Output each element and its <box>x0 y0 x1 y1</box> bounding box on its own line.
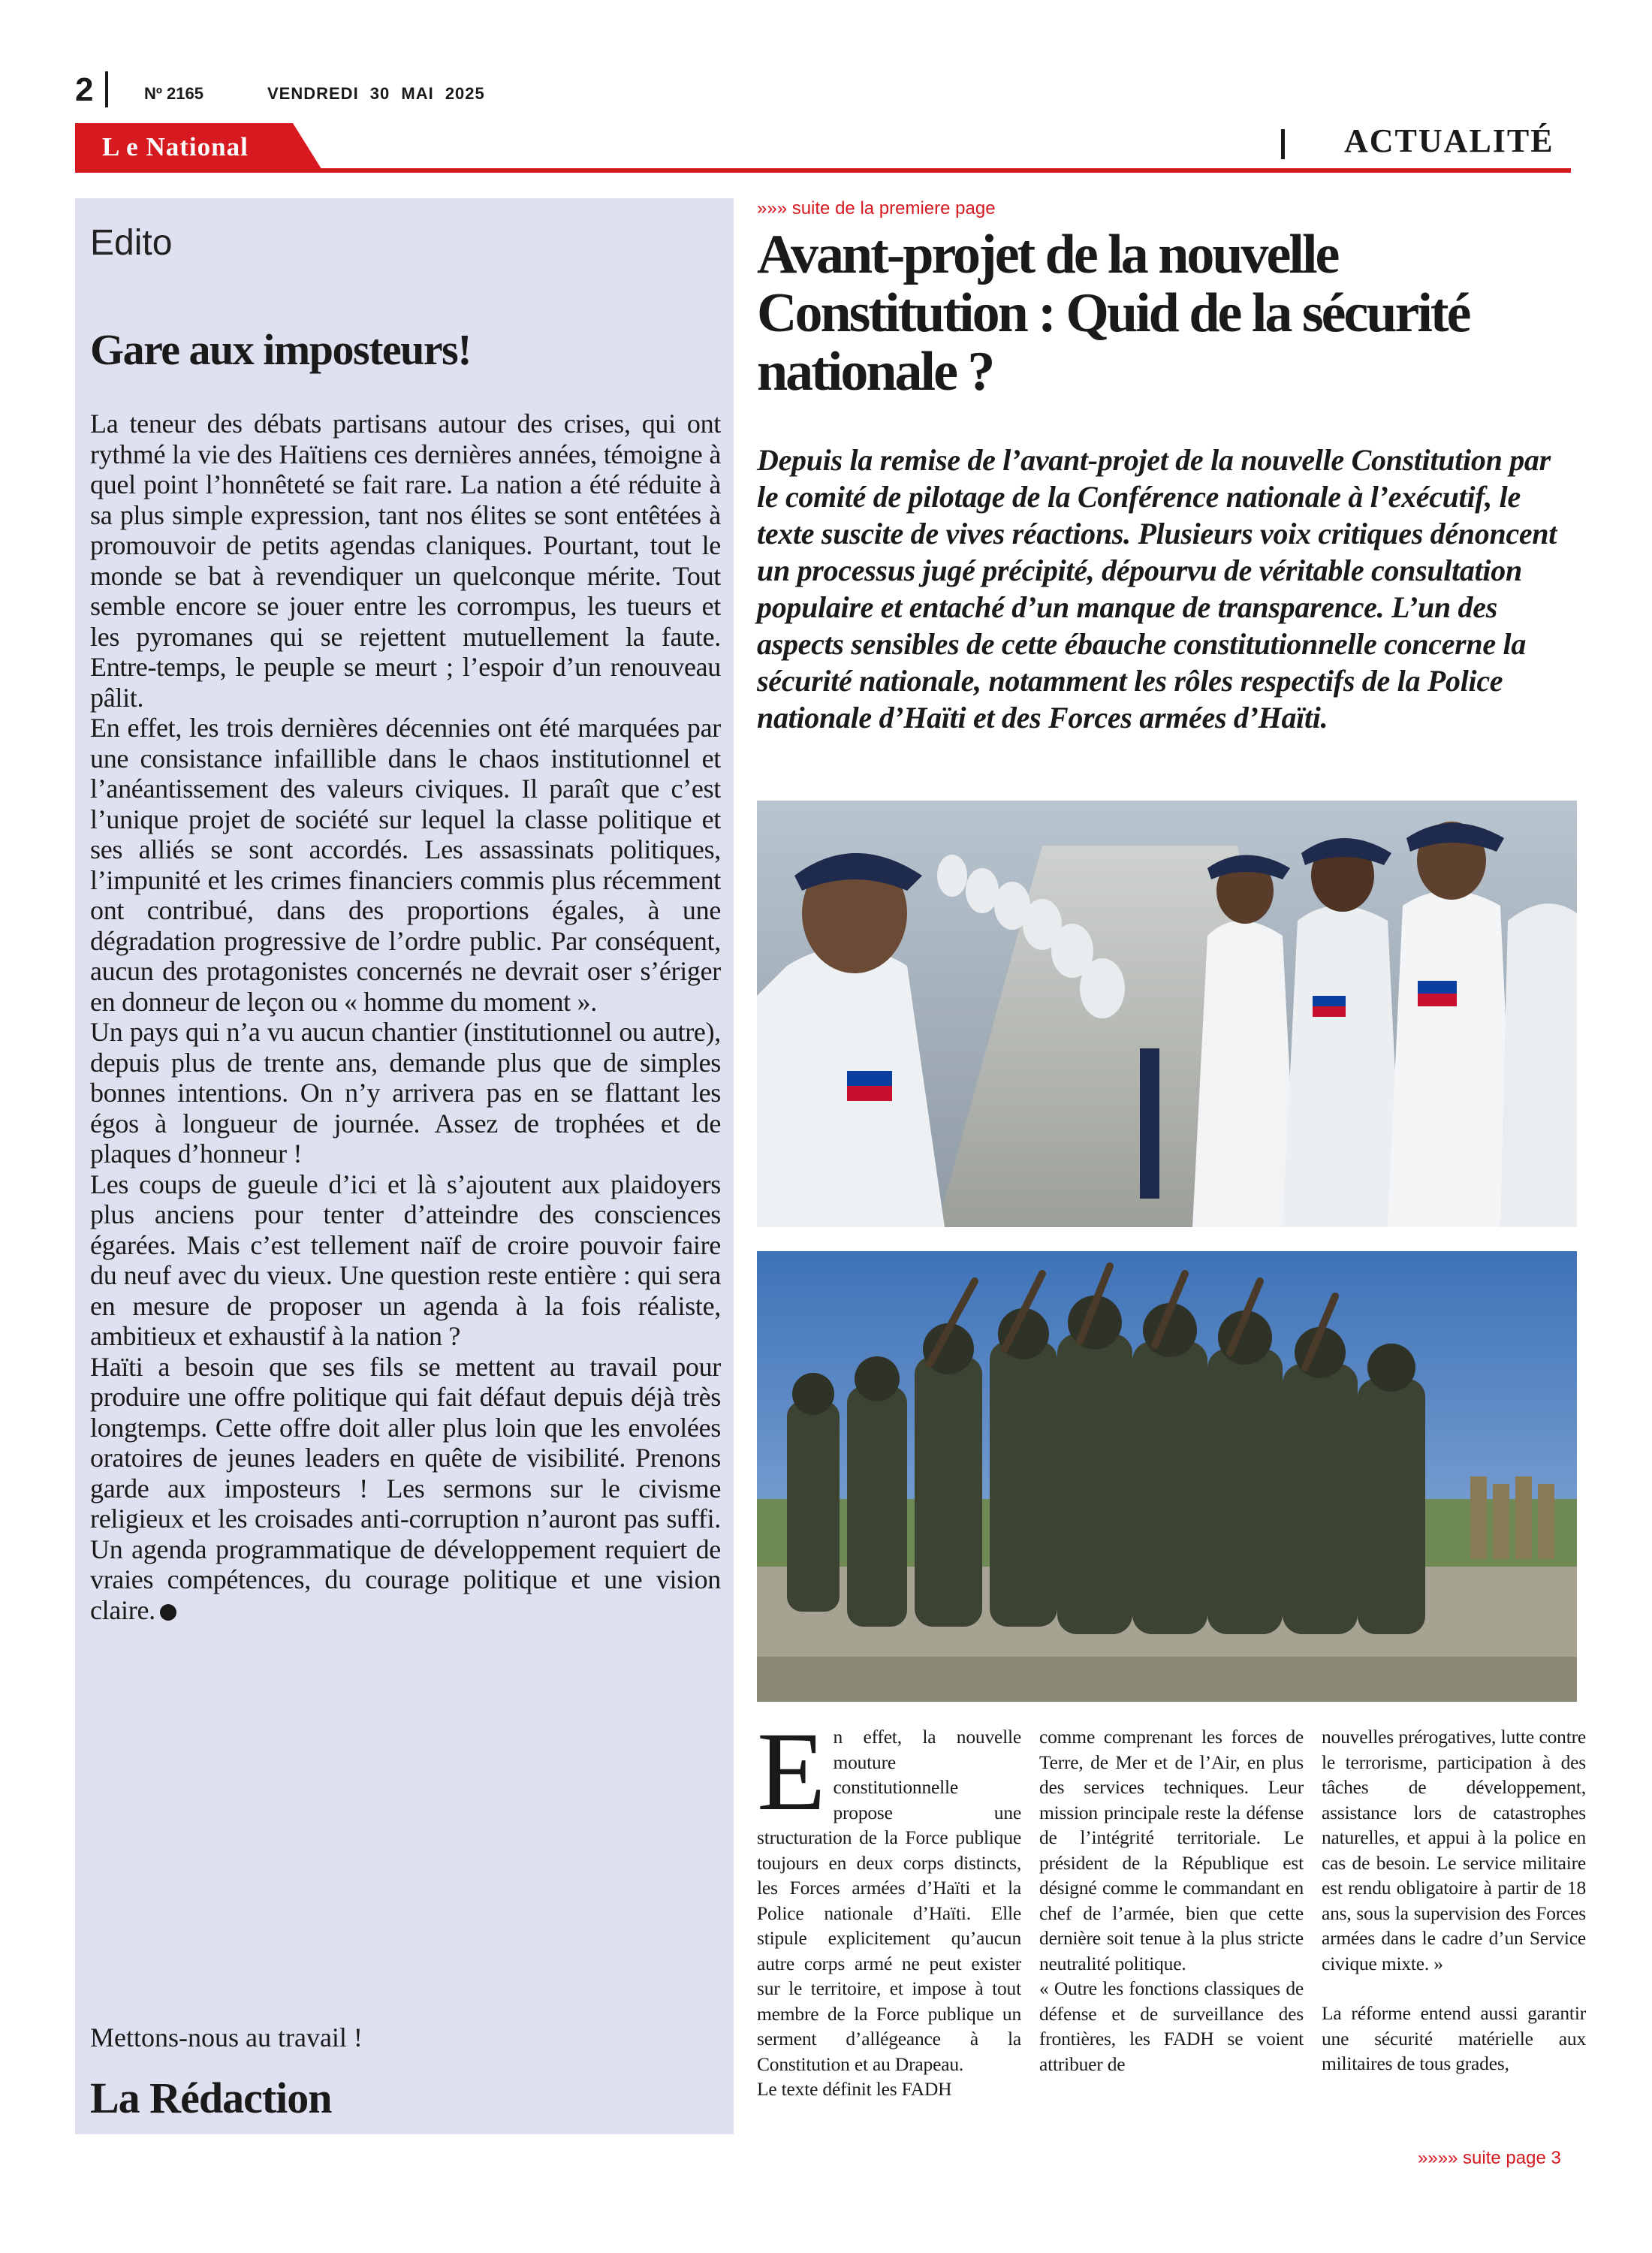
article-column-2 <box>1039 1724 1304 2077</box>
article-lead: Depuis la remise de l’avant-projet de la nouvelle Constitution par le comité de pilotage de la Conférence nationale à l’exécutif, le texte suscite de vives réactions. Plusieurs voix critiques dénoncent un processus jugé précipité, dépourvu de véritable consultation populaire et entaché d’un manque de transparence. L’un des aspects sensibles de cette ébauche constitutionnelle concerne la sécurité nationale, notamment les rôles respectifs de la Police nationale d’Haïti et des Forces armées d’Haïti. <box>757 443 1557 734</box>
article-paragraph: n effet, la nouvelle mouture constitutionnelle propose une structuration de la Force publique toujours en deux corps distincts, les Forces armées d’Haïti et la Police nationale d’Haïti. Elle stipule explicitement qu’aucun autre corps armé ne peut exister sur le territoire, et impose à tout membre de la Force publique un serment d’allégeance à la Constitution et au Drapeau. <box>757 1726 1021 2075</box>
issue-date: VENDREDI 30 MAI 2025 <box>267 84 485 103</box>
section-name: ACTUALITÉ <box>1344 122 1554 159</box>
issue-number: Nº 2165 <box>144 84 203 103</box>
edito-paragraph: La teneur des débats partisans autour des crises, qui ont rythmé la vie des Haïtiens ces dernières années, témoigne à quel point l’honnêteté se fait rare. La nation a été réduite à sa plus simple expression, tant nos élites se sont entêtées à promouvoir de petits agendas claniques. Pourtant, tout le monde se bat à revendiquer un quelconque mérite. Tout semble encore se jouer entre les corrompus, les tueurs et les pyromanes qui se rejettent mutuellement la faute. Entre-temps, le peuple se meurt ; l’espoir d’un renouveau pâlit. <box>90 409 721 713</box>
edito-paragraph: Haïti a besoin que ses fils se mettent au travail pour produire une offre politique qui fait défaut depuis déjà très longtemps. Cette offre doit aller plus loin que les envolées oratoires de jeunes leaders en quête de visibilité. Prenons garde aux imposteurs ! Les sermons sur le civisme religieux et les croisades anti-corruption n’auront pas suffi. Un agenda programmatique de développement requiert de vraies compétences, du courage politique et une vision claire. <box>90 1351 721 1625</box>
brand-name: L e National <box>102 132 249 161</box>
edito-label: Edito <box>90 223 173 263</box>
drop-cap: E <box>757 1709 826 1834</box>
article-paragraph: nouvelles prérogatives, lutte contre le terrorisme, participation à des tâches de développement, assistance lors de catastrophes naturelles, et appui à la police en cas de besoin. Le service militaire est rendu obligatoire à partir de 18 ans, sous la supervision des Forces armées dans le cadre d’un Service civique mixte. » <box>1322 1726 1586 1974</box>
page-number: 2 <box>75 71 94 108</box>
article-paragraph: comme comprenant les forces de Terre, de Mer et de l’Air, en plus des services techniques. Leur mission principale reste la défense de l’intégrité territoriale. Le président de la République est désigné comme le commandant en chef de l’armée, bien que cette dernière soit tenue à la plus stricte neutralité politique. <box>1039 1726 1304 1974</box>
edito-signature: La Rédaction <box>90 2074 332 2122</box>
header-rule <box>75 168 1571 173</box>
edito-closing: Mettons-nous au travail ! <box>90 2022 363 2052</box>
edito-title: Gare aux imposteurs! <box>90 325 472 374</box>
article-paragraph: Le texte définit les FADH <box>757 2078 952 2100</box>
article-headline: Avant-projet de la nouvelle Constitution : Quid de la sécurité nationale ? <box>757 224 1470 403</box>
section-divider <box>1281 129 1285 159</box>
police-parade-photo <box>757 801 1577 1227</box>
article-column-3 <box>1322 1724 1586 2077</box>
page-number-divider <box>105 71 108 107</box>
edito-paragraph: Un pays qui n’a vu aucun chantier (institutionnel ou autre), depuis plus de trente ans, demande plus que de simples bonnes intentions. On n’y arrivera pas en se flattant les égos à longueur de journée. Assez de trophées et de plaques d’honneur ! <box>90 1017 721 1169</box>
edito-paragraph: Les coups de gueule d’ici et là s’ajoutent aux plaidoyers plus anciens pour tenter d’atteindre des consciences égarées. Mais c’est tellement naïf de croire pouvoir faire du neuf avec du vieux. Une question reste entière : qui sera en mesure de proposer un agenda à la fois réaliste, ambitieux et exhaustif à la nation ? <box>90 1169 721 1351</box>
article-paragraph: La réforme entend aussi garantir une sécurité matérielle aux militaires de tous grades, <box>1322 2002 1586 2074</box>
brand-tab <box>75 123 323 171</box>
soldiers-march-photo <box>757 1251 1577 1702</box>
edito-body <box>90 409 721 1625</box>
continued-from-label: »»» suite de la premiere page <box>757 198 996 219</box>
edito-paragraph: En effet, les trois dernières décennies ont été marquées par une consistance infaillible dans le chaos institutionnel et l’anéantissement des valeurs civiques. Il paraît que c’est l’unique projet de société sur lequel la classe politique et ses alliés se sont accordés. Les assassinats politiques, l’impunité et les crimes financiers commis plus récemment ont contribué, dans des proportions égales, à une dégradation progressive de l’ordre public. Par conséquent, aucun des protagonistes concernés ne devrait oser s’ériger en donneur de leçon ou « homme du moment ». <box>90 713 721 1017</box>
article-paragraph: « Outre les fonctions classiques de défense et de surveillance des frontières, les FADH se voient attribuer de <box>1039 1977 1304 2075</box>
continued-on-link[interactable]: »»»» suite page 3 <box>1418 2148 1561 2168</box>
edito-paragraph-last <box>90 1352 721 1626</box>
end-bullet-icon <box>160 1604 176 1621</box>
article-column-1 <box>757 1709 1021 2102</box>
